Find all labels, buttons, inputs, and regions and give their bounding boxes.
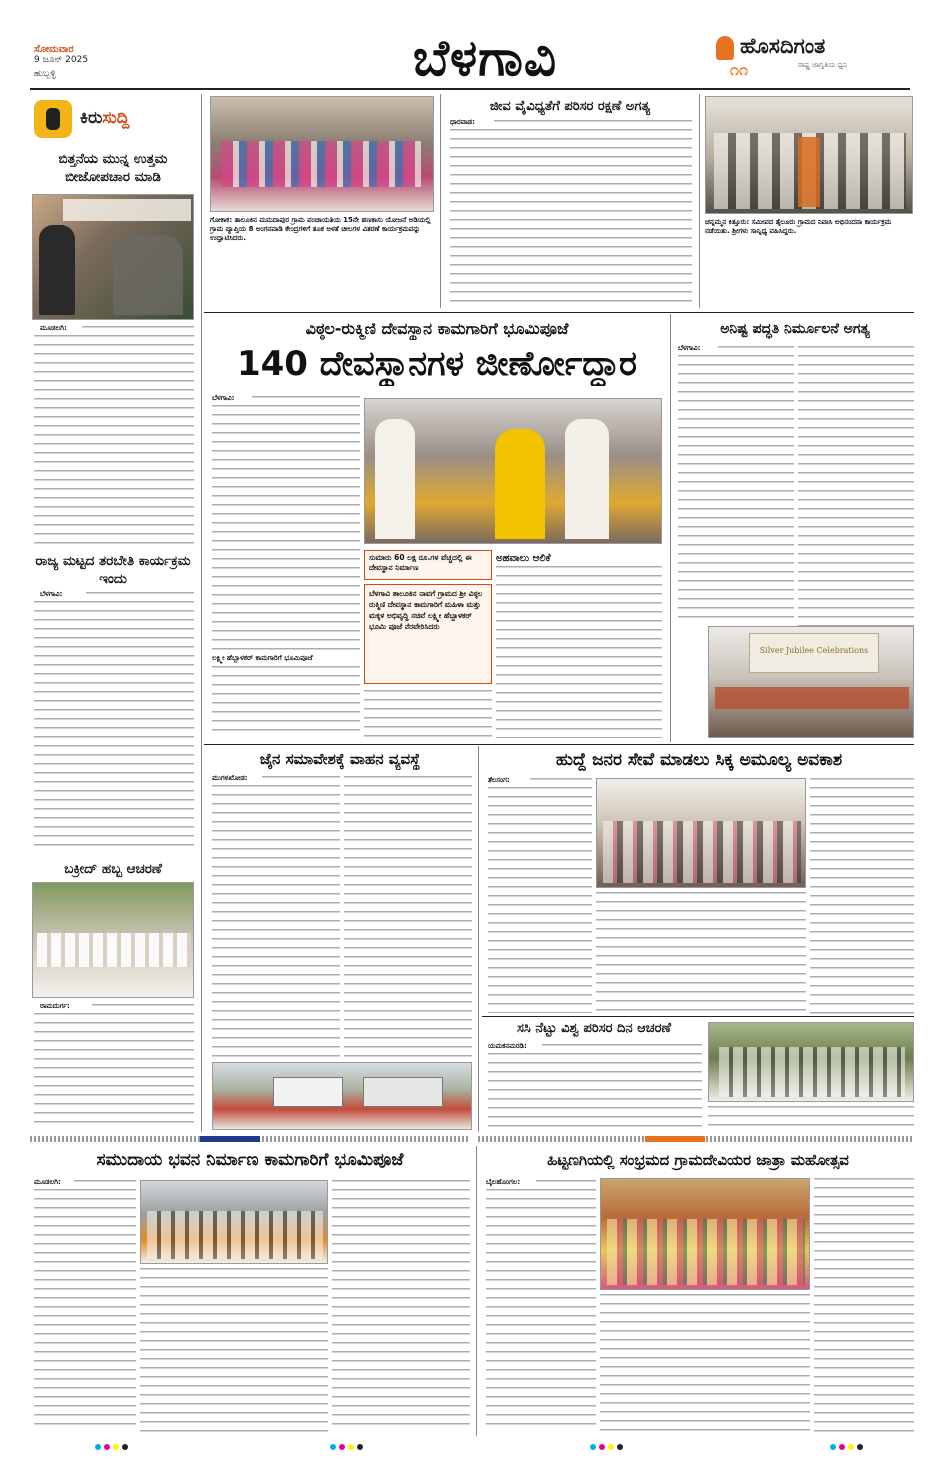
lead-body-col1 (252, 396, 360, 404)
left-body-1 (82, 326, 194, 334)
community-headline: ಸಮುದಾಯ ಭವನ ನಿರ್ಮಾಣ ಕಾಮಗಾರಿಗೆ ಭೂಮಿಪೂಜೆ (96, 1150, 404, 1170)
top-caption-dateline: ಗೋಕಾಕ: (210, 216, 233, 224)
paper-tagline: ರಾಷ್ಟ್ರ ಜಾಗೃತಿಯ ಧ್ವನಿ (798, 61, 848, 69)
lead-photo (364, 398, 662, 544)
lead-dateline: ಬೆಳಗಾವಿ: (212, 394, 235, 402)
top-right-caption-text: ಸಮೀಪದ ತೈಲೂರು ಗ್ರಾಮದ ನಿವಾಸಿ ಅಭಿನಂದನಾ ಕಾರ್ಯಕ್ರಮ ನಡೆಯಿತು. ಶ್ರೀಗಳು ಸಾನ್ನಿಧ್ಯ ವಹಿಸಿದ್ದರು. (705, 218, 892, 235)
row-rule-2 (204, 744, 914, 745)
col-divider-d (478, 746, 479, 1132)
service-body-2 (596, 892, 806, 1014)
top-caption-text: ತಾಲೂಕಿನ ಮಮದಾಪುರ ಗ್ರಾಮ ಪಂಚಾಯತಿಯ 15ನೇ ಹಣಕಾಸು ಯೋಜನೆ ಅಡಿಯಲ್ಲಿ ಗ್ರಾಮ ವ್ಯಾಪ್ತಿಯ 8 ಅಂಗನವಾಡಿ ಕೇಂದ್ರಗಳಿಗೆ ತೂಕ ಅಳತೆ ಚೀಲಗಳ ವಿತರಣೆ ಕಾರ್ಯಕ್ರಮವನ್ನು ಉದ್ಘಾಟಿಸಿದರು. (210, 216, 431, 242)
biodiversity-headline: ಜೀವ ವೈವಿಧ್ಯತೆಗೆ ಪರಿಸರ ರಕ್ಷಣೆ ಅಗತ್ಯ (489, 99, 651, 114)
kirusuddi-label (80, 108, 129, 128)
left-col-divider (201, 94, 202, 1132)
community-body-1b (34, 1189, 136, 1431)
bottom-accent-orange (645, 1136, 705, 1142)
left-headline-3: ಬಕ್ರೀದ್ ಹಬ್ಬ ಆಚರಣೆ (64, 861, 162, 877)
left-body-2 (86, 592, 194, 600)
lead-body-col1c (212, 666, 360, 738)
kirusuddi-label-a: ಕಿರು (80, 108, 103, 128)
kirusuddi-label-b: ಸುದ್ದಿ (102, 108, 130, 128)
left-photo-3 (32, 882, 194, 998)
bottom-accent-blue (200, 1136, 260, 1142)
row-rule-3 (482, 1016, 914, 1017)
left-dateline-2: ಬೆಳಗಾವಿ: (40, 590, 63, 598)
date-block (34, 44, 144, 79)
jatra-body-1 (536, 1180, 596, 1188)
service-body-1 (530, 778, 592, 786)
top-caption (210, 216, 434, 304)
lead-highlight-box-1 (364, 550, 492, 580)
biodiversity-body-b (450, 129, 692, 307)
left-body-3 (92, 1004, 194, 1012)
page-number: ೧೧ (730, 60, 748, 79)
left-headline-1: ಬಿತ್ತನೆಯ ಮುನ್ನ ಉತ್ತಮ ಬೀಜೋಪಚಾರ ಮಾಡಿ (58, 151, 168, 185)
jatra-body-2 (600, 1294, 810, 1432)
lead-highlight-2: ಬೆಳಗಾವಿ ತಾಲೂಕಿನ ನಾವಗೆ ಗ್ರಾಮದ ಶ್ರೀ ವಿಠ್ಠಲ ರುಕ್ಮಿಣಿ ದೇವಸ್ಥಾನ ಕಾಮಗಾರಿಗೆ ಮಹಿಳಾ ಮತ್ತು ಮಕ್ಕಳ ಅಭಿವೃದ್ಧಿ ಸಚಿವೆ ಲಕ್ಷ್ಮೀ ಹೆಬ್ಬಾಳಕರ್ ಭೂಮಿ ಪೂಜೆ ನೆರವೇರಿಸಿದರು (369, 589, 483, 631)
row-rule-1 (204, 312, 914, 313)
anishta-banner: Silver Jubilee Celebrations (759, 646, 869, 655)
env-body-2 (708, 1106, 914, 1130)
lead-kicker: ವಿಠ್ಠಲ-ರುಕ್ಮಿಣಿ ದೇವಸ್ಥಾನ ಕಾಮಗಾರಿಗೆ ಭೂಮಿಪೂಜೆ (305, 319, 569, 338)
anishta-body-1 (718, 346, 794, 354)
col-divider-c (670, 314, 671, 742)
jain-headline: ಜೈನ ಸಮಾವೇಶಕ್ಕೆ ವಾಹನ ವ್ಯವಸ್ಥೆ (259, 750, 421, 768)
service-dateline: ತೆಲಸಂಗ: (488, 776, 510, 784)
biodiversity-body (494, 120, 692, 128)
col-divider-e (476, 1146, 477, 1436)
lead-highlight-box-2 (364, 584, 492, 684)
left-body-2b (34, 601, 194, 853)
top-right-caption-dateline: ಚನ್ನಮ್ಮನ ಕಿತ್ತೂರು: (705, 218, 750, 226)
color-registration-marks (0, 1444, 945, 1454)
env-photo (708, 1022, 914, 1102)
lead-highlight-1: ಸುಮಾರು 60 ಲಕ್ಷ ರೂ.ಗಳ ವೆಚ್ಚದಲ್ಲಿ ಈ ದೇವಸ್ಥಾನ ನಿರ್ಮಾಣ (369, 553, 472, 572)
service-body-3 (810, 778, 914, 1014)
date-city: ಹುಬ್ಬಳ್ಳಿ (34, 69, 56, 79)
lead-body-col1b (212, 405, 360, 651)
community-body-1 (74, 1180, 136, 1188)
left-dateline-3: ರಾಮದುರ್ಗ: (40, 1002, 70, 1010)
jain-dateline: ಮುಗಳಖೋಡ: (212, 774, 248, 782)
anishta-body-1b (678, 355, 794, 625)
jatra-photo (600, 1178, 810, 1290)
top-right-photo (705, 96, 913, 214)
anishta-body-2 (798, 346, 914, 626)
jatra-headline: ಹಿಟ್ಟಣಗಿಯಲ್ಲಿ ಸಂಭ್ರಮದ ಗ್ರಾಮದೇವಿಯರ ಜಾತ್ರಾ ಮಹೋತ್ಸವ (547, 1151, 849, 1169)
community-body-2 (140, 1268, 328, 1432)
jatra-dateline: ಬೈಲಹೊಂಗಲ: (486, 1178, 521, 1186)
kirusuddi-badge (32, 98, 192, 142)
col-divider-a (440, 94, 441, 308)
lead-subhead-2: ಲಕ್ಷ್ಮೀ ಹೆಬ್ಬಾಳಕರ್ ಕಾಮಗಾರಿಗೆ ಭೂಮಿಪೂಜೆ (212, 654, 313, 662)
logo-emblem-icon (716, 36, 734, 60)
masthead (0, 0, 945, 92)
left-photo-1 (32, 194, 194, 320)
env-headline: ಸಸಿ ನೆಟ್ಟು ವಿಶ್ವ ಪರಿಸರ ದಿನ ಆಚರಣೆ (517, 1021, 671, 1036)
left-headline-2: ರಾಜ್ಯ ಮಟ್ಟದ ತರಬೇತಿ ಕಾರ್ಯಕ್ರಮ ಇಂದು (35, 553, 191, 587)
jain-body-1 (262, 776, 340, 784)
left-dateline-1: ಮೂಡಲಗಿ: (40, 324, 67, 332)
anishta-dateline: ಬೆಳಗಾವಿ: (678, 344, 701, 352)
hand-icon (34, 100, 72, 138)
jatra-body-1b (486, 1189, 596, 1431)
date-text: 9 ಜೂನ್ 2025 (34, 55, 89, 65)
paper-name: ಹೊಸದಿಗಂತ (740, 34, 826, 58)
env-body-1b (488, 1053, 702, 1129)
col-divider-b (699, 94, 700, 308)
lead-body-col2 (364, 690, 492, 738)
jain-photo (212, 1062, 472, 1130)
biodiversity-dateline: ಧಾರವಾಡ: (450, 118, 475, 126)
section-title: ಬೆಳಗಾವಿ (412, 29, 558, 87)
lead-body-col3 (496, 566, 662, 738)
date-day: ಸೋಮವಾರ (34, 44, 74, 55)
top-photo-anganwadi (210, 96, 434, 212)
left-body-3b (34, 1013, 194, 1125)
jatra-body-3 (814, 1178, 914, 1432)
anishta-photo (708, 626, 914, 738)
community-dateline: ಮೂಡಲಗಿ: (34, 1178, 61, 1186)
left-body-1b (34, 335, 194, 545)
service-headline: ಹುದ್ದೆ ಜನರ ಸೇವೆ ಮಾಡಲು ಸಿಕ್ಕ ಅಮೂಲ್ಯ ಅವಕಾಶ (555, 750, 843, 770)
community-body-3 (332, 1180, 470, 1432)
lead-headline: 140 ದೇವಸ್ಥಾನಗಳ ಜೀರ್ಣೋದ್ಧಾರ (236, 344, 638, 384)
env-dateline: ಯಮಕನಮರಡಿ: (488, 1042, 527, 1050)
top-right-caption (705, 218, 913, 308)
jain-body-2 (344, 776, 472, 1059)
service-photo (596, 778, 806, 888)
env-body-1 (542, 1044, 702, 1052)
masthead-rule (30, 88, 910, 90)
service-body-1b (488, 787, 592, 1013)
lead-subhead: ಅಹವಾಲು ಆಲಿಕೆ (496, 553, 551, 564)
anishta-headline: ಅನಿಷ್ಟ ಪದ್ಧತಿ ನಿರ್ಮೂಲನೆ ಅಗತ್ಯ (720, 321, 870, 337)
community-photo (140, 1180, 328, 1264)
jain-body-1b (212, 785, 340, 1059)
